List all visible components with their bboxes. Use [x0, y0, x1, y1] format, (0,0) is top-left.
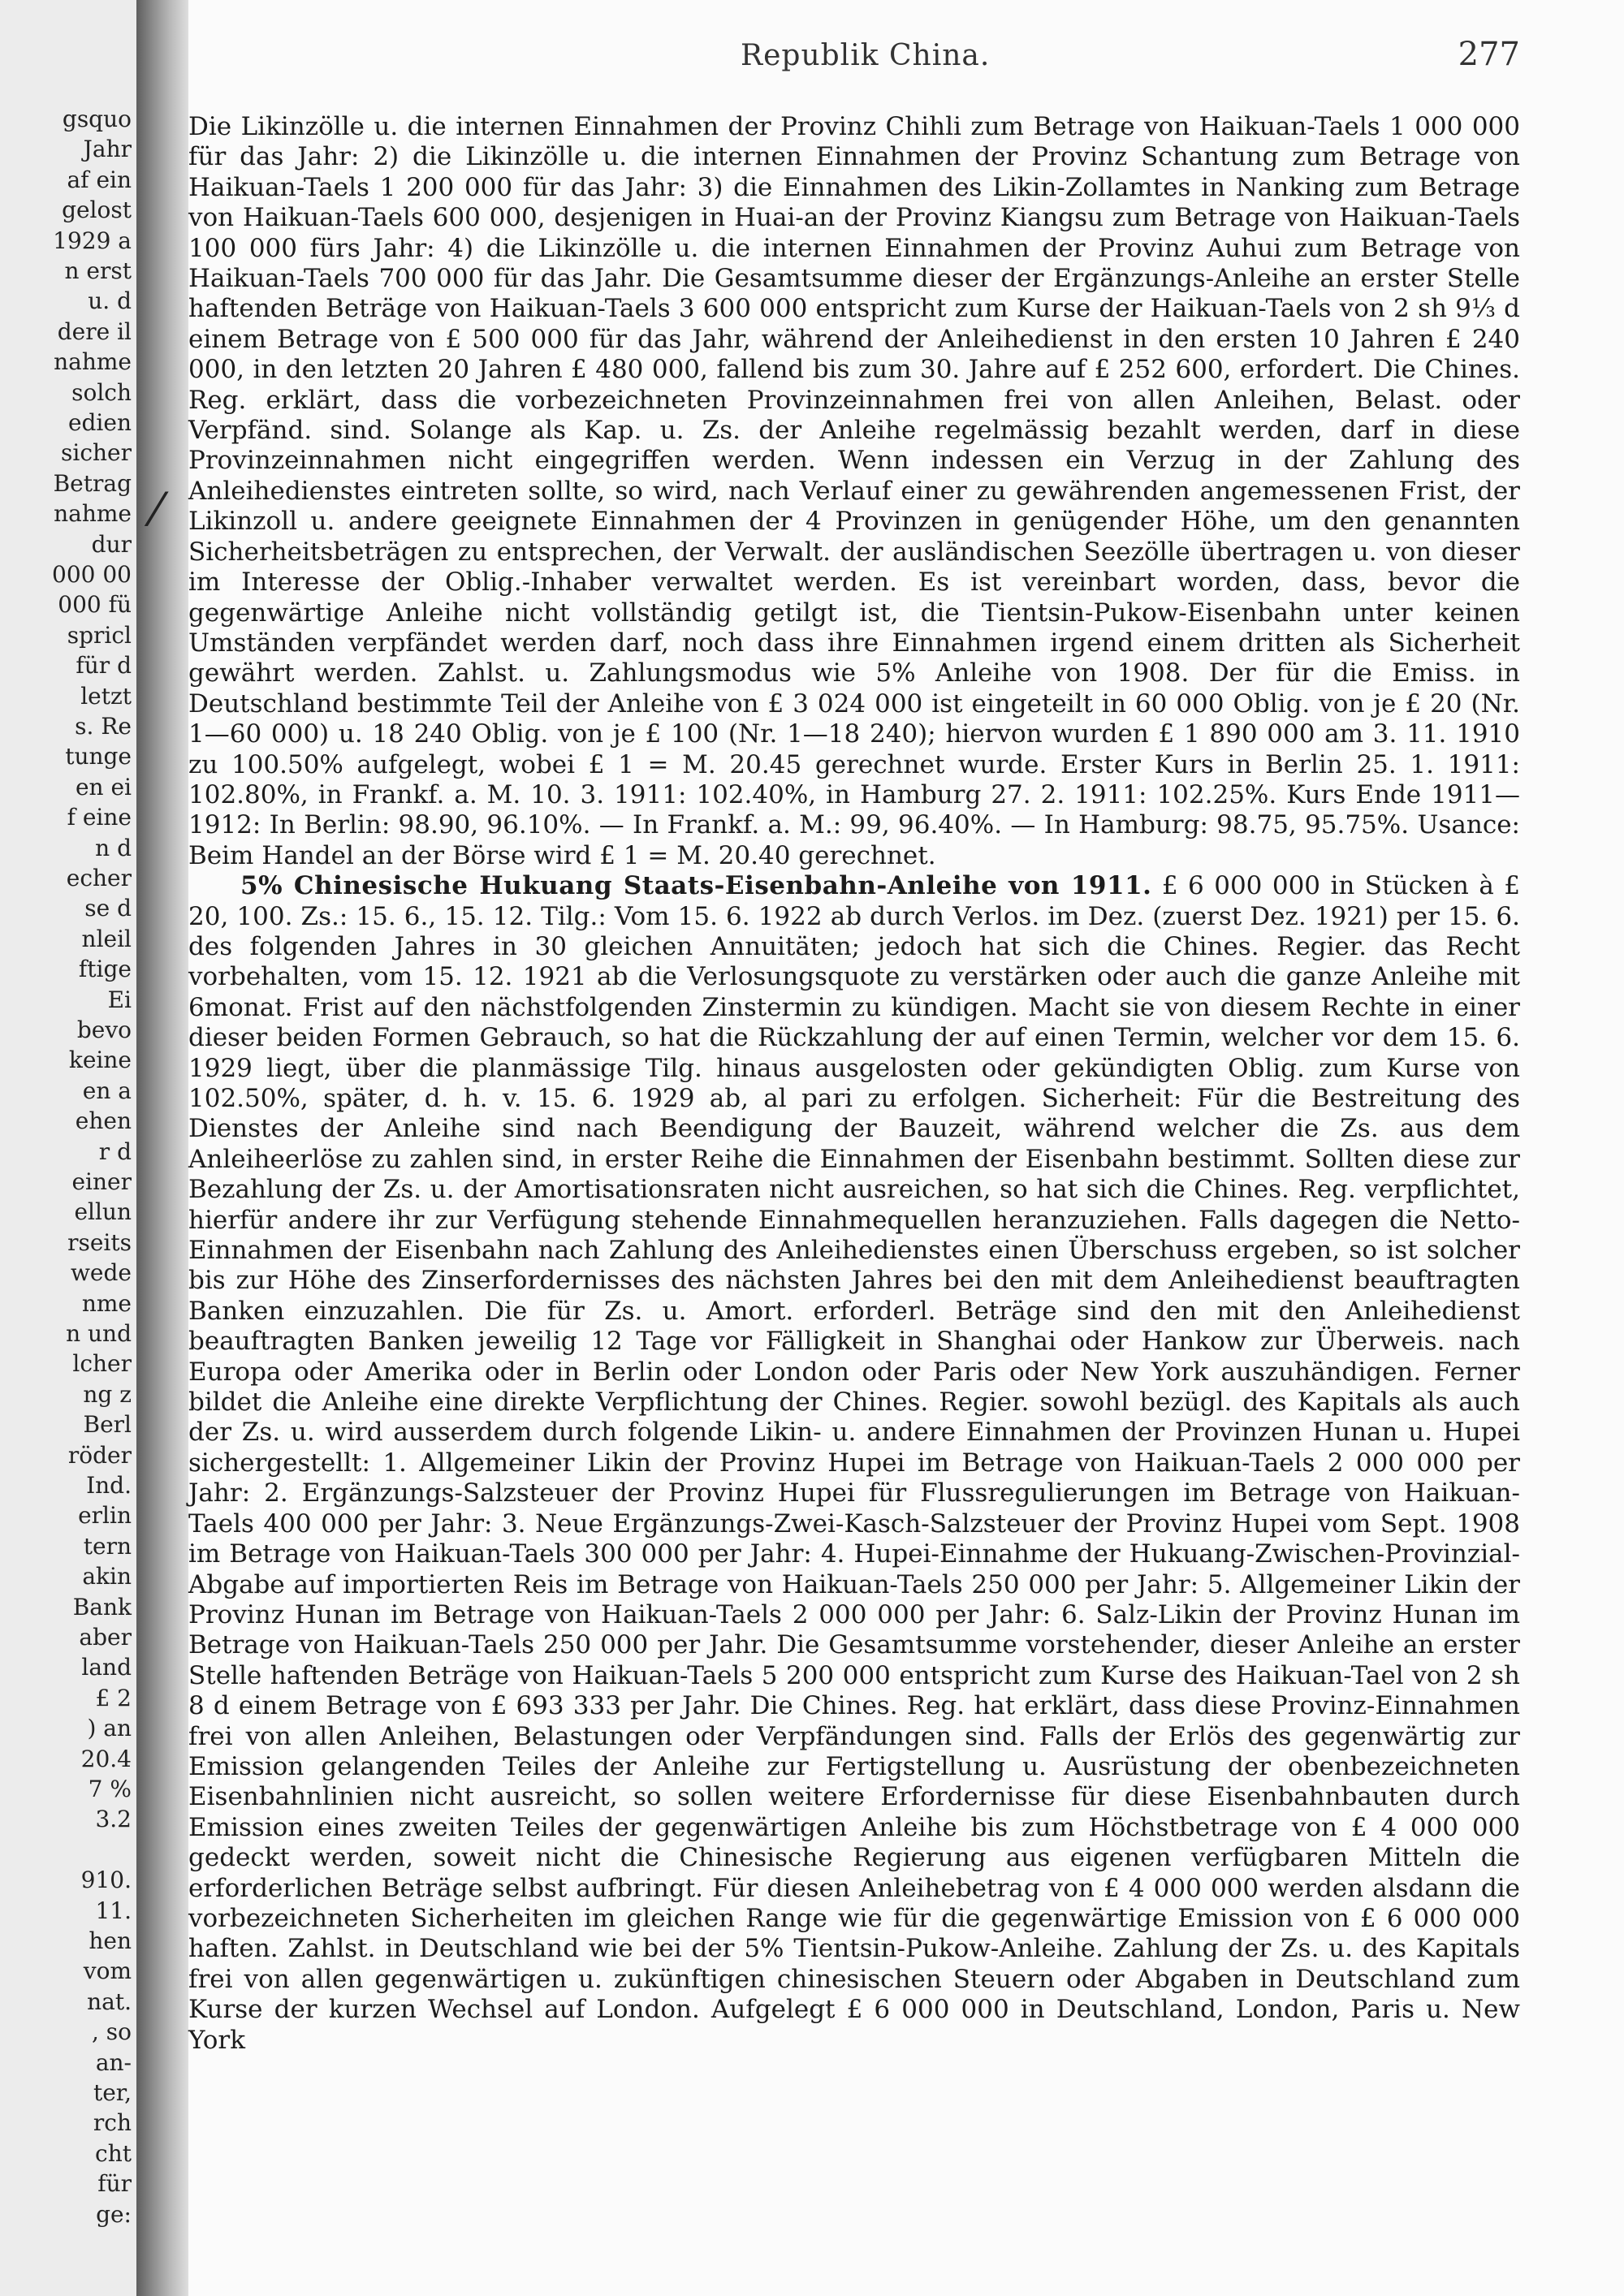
adjacent-page-line: für d — [76, 652, 132, 680]
adjacent-page-line: solch — [71, 378, 132, 406]
adjacent-page-line: ge: — [96, 2200, 132, 2228]
main-page — [188, 0, 1624, 2296]
adjacent-page-line: tunge — [65, 743, 132, 770]
adjacent-page-line: erlin — [78, 1502, 132, 1530]
page-body — [188, 112, 1520, 2056]
adjacent-page-line: Bank — [72, 1593, 132, 1621]
adjacent-page-line: röder — [67, 1441, 132, 1469]
adjacent-page-line: bevo — [76, 1016, 132, 1043]
adjacent-page-line: cht — [95, 2139, 132, 2167]
adjacent-page-line: 3.2 — [95, 1806, 132, 1833]
adjacent-page-line: nahme — [54, 348, 132, 376]
adjacent-page-line: 000 fü — [58, 591, 132, 619]
adjacent-page-line: u. d — [88, 287, 132, 315]
loan-heading: 5% Chinesische Hukuang Staats-Eisenbahn-Anleihe von 1911. — [240, 871, 1152, 901]
book-gutter — [136, 0, 188, 2296]
adjacent-page-line: rch — [93, 2109, 132, 2137]
adjacent-page-line: echer — [66, 865, 132, 891]
adjacent-page-line: rseits — [67, 1228, 132, 1256]
adjacent-page-line: land — [81, 1654, 132, 1681]
adjacent-page-line: gelost — [62, 196, 132, 224]
adjacent-page-line: sicher — [61, 439, 132, 467]
adjacent-page-line: ftige — [78, 956, 132, 983]
running-head: Republik China. — [741, 39, 991, 72]
adjacent-page-line: aber — [79, 1624, 132, 1651]
adjacent-page-line: 7 % — [88, 1776, 132, 1802]
adjacent-page-line: 1929 a — [53, 227, 132, 254]
page-number: 277 — [1458, 36, 1520, 73]
adjacent-page-line: 910. — [80, 1867, 132, 1894]
adjacent-page-fragment — [0, 0, 136, 2296]
adjacent-page-line: lcher — [72, 1350, 132, 1378]
adjacent-page-line: nat. — [87, 1987, 132, 2015]
adjacent-page-line: 20.4 — [80, 1745, 132, 1772]
adjacent-page-line: an- — [95, 2048, 132, 2076]
paragraph-hukuang-loan — [188, 871, 1520, 2056]
adjacent-page-line: gsquo — [62, 106, 132, 132]
paragraph-chihli-likin: Die Likinzölle u. die internen Einnahmen der Provinz Chihli zum Betrage von Haikuan-Taels 1 000 000 für das Jahr: 2) die Likinzölle u. die internen Einnahmen der Provinz Schantung zum Betrage von Haikuan-Taels 1 200 000 für das Jahr: 3) die Einnahmen des Likin-Zollamtes in Nanking zum Betrage von Haikuan-Taels 600 000, desjenigen in Huai-an der Provinz Kiangsu zum Betrage von Haikuan-Taels 100 000 fürs Jahr: 4) die Likinzölle u. die internen Einnahmen der Provinz Auhui zum Betrage von Haikuan-Taels 700 000 für das Jahr. Die Gesamtsumme dieser der Ergänzungs-Anleihe an erster Stelle haftenden Beträge von Haikuan-Taels 3 600 000 entspricht zum Kurse der Haikuan-Taels von 2 sh 9⅓ d einem Betrage von £ 500 000 für das Jahr, während der Anleihedienst in den ersten 10 Jahren £ 240 000, in den letzten 20 Jahren £ 480 000, fallend bis zum 30. Jahre auf £ 252 600, erfordert. Die Chines. Reg. erklärt, dass die vorbezeichneten Provinzeinnahmen frei von allen Anleihen, Belast. oder Verpfänd. sind. Solange als Kap. u. Zs. der Anleihe regelmässig bezahlt werden, darf in diese Provinzeinnahmen nicht eingegriffen werden. Wenn indessen ein Verzug in der Zahlung des Anleihedienstes eintreten sollte, so wird, nach Verlauf einer zu gewährenden angemessenen Frist, der Likinzoll u. andere geeignete Einnahmen der 4 Provinzen in genügender Höhe, um den genannten Sicherheitsbeträgen zu entsprechen, der Verwalt. der ausländischen Seezölle übertragen u. von dieser im Interesse der Oblig.-Inhaber verwaltet werden. Es ist vereinbart worden, dass, bevor die gegenwärtige Anleihe nicht vollständig getilgt ist, die Tientsin-Pukow-Eisenbahn unter keinen Umständen verpfändet werden darf, noch dass ihre Einnahmen irgend einem dritten als Sicherheit gewährt werden. Zahlst. u. Zahlungsmodus wie 5% Anleihe von 1908. Der für die Emiss. in Deutschland bestimmte Teil der Anleihe von £ 3 024 000 ist eingeteilt in 60 000 Oblig. von je £ 20 (Nr. 1—60 000) u. 18 240 Oblig. von je £ 100 (Nr. 1—18 240); hiervon wurden £ 1 890 000 am 3. 11. 1910 zu 100.50% aufgelegt, wobei £ 1 = M. 20.45 gerechnet wurde. Erster Kurs in Berlin 25. 1. 1911: 102.80%, in Frankf. a. M. 10. 3. 1911: 102.40%, in Hamburg 27. 2. 1911: 102.25%. Kurs Ende 1911—1912: In Berlin: 98.90, 96.10%. — In Frankf. a. M.: 99, 96.40%. — In Hamburg: 98.75, 95.75%. Usance: Beim Handel an der Börse wird £ 1 = M. 20.40 gerechnet. — [188, 112, 1520, 870]
adjacent-page-line: dur — [91, 530, 132, 558]
adjacent-page-line: ) an — [87, 1715, 132, 1742]
adjacent-page-line: se d — [84, 895, 132, 922]
adjacent-page-line: wede — [70, 1259, 132, 1287]
adjacent-page-line: Berl — [83, 1411, 132, 1439]
adjacent-page-line: s. Re — [75, 713, 132, 740]
adjacent-page-line: n erst — [64, 257, 132, 284]
adjacent-page-line: dere il — [57, 317, 132, 345]
adjacent-page-line: n d — [95, 834, 132, 861]
margin-pencil-mark: ⁄ — [153, 484, 161, 537]
adjacent-page-line: Betrag — [53, 469, 132, 497]
adjacent-page-line: Ind. — [86, 1472, 132, 1499]
adjacent-page-line: spricl — [67, 621, 132, 649]
adjacent-page-line: f eine — [67, 804, 132, 831]
adjacent-page-line: nleil — [81, 925, 132, 952]
adjacent-page-line: af ein — [67, 166, 132, 193]
loan-body: £ 6 000 000 in Stücken à £ 20, 100. Zs.: 15. 6., 15. 12. Tilg.: Vom 15. 6. 1922 ab durch Verlos. im Dez. (zuerst Dez. 1921) per 15. 6. des folgenden Jahres in 30 gleichen Annuitäten; jedoch hat sich die Chines. Regier. das Recht vorbehalten, vom 15. 12. 1921 ab die Verlosungsquote zu verstärken oder auch die ganze Anleihe mit 6monat. Frist auf den nächstfolgenden Zinstermin zu kündigen. Macht sie von diesem Rechte in einer dieser beiden Formen Gebrauch, so hat die Rückzahlung der auf einen Termin, welcher vor dem 15. 6. 1929 liegt, über die planmässige Tilg. hinaus ausgelosten oder gekündigten Oblig. zum Kurse von 102.50%, später, d. h. v. 15. 6. 1929 ab, al pari zu erfolgen. Sicherheit: Für die Bestreitung des Dienstes der Anleihe sind nach Beendigung der Bauzeit, während welcher die Zs. aus dem Anleiheerlöse zu zahlen sind, in erster Reihe die Einnahmen der Eisenbahn bestimmt. Sollten diese zur Bezahlung der Zs. u. der Amortisationsraten nicht ausreichen, so hat sich die Chines. Reg. verpflichtet, hierfür andere ihr zur Verfügung stehende Einnahmequellen heranzuziehen. Falls dagegen die Netto-Einnahmen der Eisenbahn nach Zahlung des Anleihedienstes einen Überschuss ergeben, so ist solcher bis zur Höhe des Zinserfordernisses des nächsten Jahres bei den mit dem Anleihedienst beauftragten Banken einzuzahlen. Die für Zs. u. Amort. erforderl. Beträge sind den mit den Anleihedienst beauftragten Banken jeweilig 12 Tage vor Fälligkeit in Shanghai oder Hankow zur Überweis. nach Europa oder Amerika oder in Berlin oder London oder Paris oder New York auszuhändigen. Ferner bildet die Anleihe eine direkte Verpflichtung der Chines. Regier. sowohl bezügl. des Kapitals als auch der Zs. u. wird ausserdem durch folgende Likin- u. andere Einnahmen der Provinzen Hunan u. Hupei sichergestellt: 1. Allgemeiner Likin der Provinz Hupei im Betrage von Haikuan-Taels 2 000 000 per Jahr: 2. Ergänzungs-Salzsteuer der Provinz Hupei für Flussregulierungen im Betrage von Haikuan-Taels 400 000 per Jahr: 3. Neue Ergänzungs-Zwei-Kasch-Salzsteuer der Provinz Hupei vom Sept. 1908 im Betrage von Haikuan-Taels 300 000 per Jahr: 4. Hupei-Einnahme der Hukuang-Zwischen-Provinzial-Abgabe auf importierten Reis im Betrage von Haikuan-Taels 250 000 per Jahr: 5. Allgemeiner Likin der Provinz Hunan im Betrage von Haikuan-Taels 2 000 000 per Jahr: 6. Salz-Likin der Provinz Hunan im Betrage von Haikuan-Taels 250 000 per Jahr. Die Gesamtsumme vorstehender, dieser Anleihe an erster Stelle haftenden Beträge von Haikuan-Taels 5 200 000 entspricht zum Kurse des Haikuan-Tael von 2 sh 8 d einem Betrage von £ 693 333 per Jahr. Die Chines. Reg. hat erklärt, dass diese Provinz-Einnahmen frei von allen Anleihen, Belastungen oder Verpfändungen sind. Falls der Erlös des gegenwärtig zur Emission gelangenden Teiles der Anleihe zur Fertigstellung u. Ausrüstung der obenbezeichneten Eisenbahnlinien nicht ausreicht, so sollen weitere Erfordernisse für diese Eisenbahnbauten durch Emission eines zweiten Teiles der gegenwärtigen Anleihe bis zum Höchstbetrage von £ 4 000 000 gedeckt werden, soweit nicht die Chinesische Regierung aus eigenen verfügbaren Mitteln die erforderlichen Beträge selbst aufbringt. Für diesen Anleihebetrag von £ 4 000 000 werden alsdann die vorbezeichneten Sicherheiten im gleichen Range wie für die gegenwärtige Emission von £ 6 000 000 haften. Zahlst. in Deutschland wie bei der 5% Tientsin-Pukow-Anleihe. Zahlung der Zs. u. des Kapitals frei von allen gegenwärtigen u. zukünftigen chinesischen Steuern oder Abgaben in Deutschland zum Kurse der kurzen Wechsel auf London. Aufgelegt £ 6 000 000 in Deutschland, London, Paris u. New York — [188, 871, 1520, 2055]
adjacent-page-line: hen — [89, 1927, 132, 1954]
adjacent-page-line: ng z — [83, 1380, 132, 1408]
adjacent-page-line: Ei — [107, 986, 132, 1013]
adjacent-page-line: edien — [67, 409, 132, 436]
adjacent-page-line: r d — [98, 1137, 132, 1165]
adjacent-page-line: akin — [82, 1563, 132, 1590]
page-header — [188, 36, 1520, 80]
adjacent-page-line: n und — [66, 1320, 132, 1347]
adjacent-page-line: einer — [71, 1168, 132, 1195]
adjacent-page-line: en a — [82, 1077, 132, 1104]
adjacent-page-line: 000 00 — [52, 561, 132, 588]
adjacent-page-line: 11. — [95, 1897, 132, 1924]
adjacent-page-line: für — [97, 2170, 132, 2198]
adjacent-page-line: letzt — [80, 682, 132, 710]
adjacent-page-line: Jahr — [83, 136, 132, 163]
adjacent-page-line: nme — [81, 1289, 132, 1317]
adjacent-page-line: ter, — [93, 2079, 132, 2106]
adjacent-page-line: vom — [83, 1957, 132, 1985]
adjacent-page-line: £ 2 — [95, 1684, 132, 1711]
adjacent-page-line: nahme — [54, 500, 132, 528]
adjacent-page-line: tern — [83, 1532, 132, 1560]
adjacent-page-line: , so — [91, 2018, 132, 2046]
adjacent-page-line: ellun — [74, 1198, 132, 1226]
adjacent-page-line: ehen — [75, 1107, 132, 1135]
adjacent-page-line: keine — [68, 1047, 132, 1074]
adjacent-page-line: en ei — [75, 773, 132, 801]
